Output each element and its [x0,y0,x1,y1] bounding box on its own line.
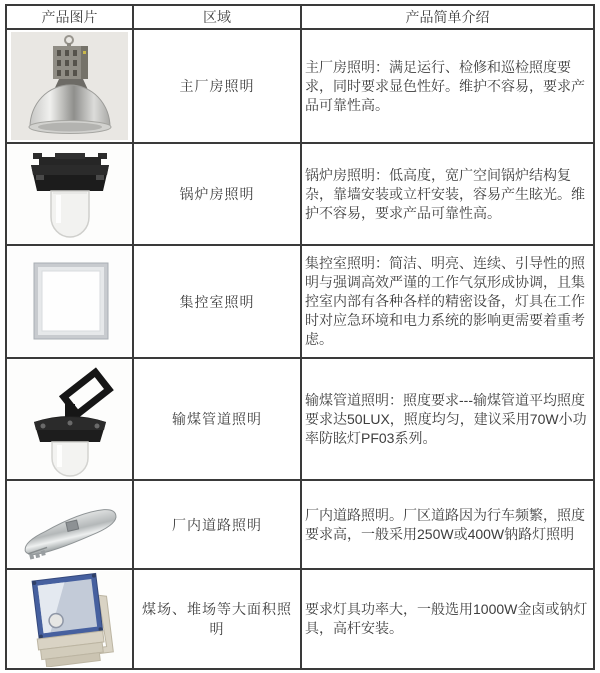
description-text: 输煤管道照明：照度要求---输煤管道平均照度要求达50LUX，照度均匀，建议采用70W小功率防眩灯PF03系列。 [301,358,594,480]
header-area: 区域 [133,5,301,29]
product-image-cell [6,143,133,245]
table-row [6,480,594,569]
table-row [6,569,594,669]
high-bay-dome-lamp-image [9,32,130,140]
description-text: 厂内道路照明。厂区道路因为行车频繁，照度要求高，一般采用250W或400W钠路灯照明 [301,480,594,569]
product-image-cell [6,358,133,480]
area-label: 主厂房照明 [133,29,301,143]
header-description: 产品简单介绍 [301,5,594,29]
description-text: 锅炉房照明：低高度，宽广空间锅炉结构复杂，靠墙安装或立杆安装，容易产生眩光。维护不容易，要求产品可靠性高。 [301,143,594,245]
area-label: 输煤管道照明 [133,358,301,480]
area-label: 锅炉房照明 [133,143,301,245]
table-row [6,143,594,245]
square-panel-light-image [9,247,130,356]
description-text: 要求灯具功率大，一般选用1000W金卤或钠灯具，高杆安装。 [301,569,594,669]
table-row [6,358,594,480]
floodlight-projector-image [9,571,130,667]
area-label: 集控室照明 [133,245,301,358]
street-road-lamp-image [9,482,130,567]
bracket-antiglare-lamp-image [9,360,130,478]
area-label: 煤场、堆场等大面积照明 [133,569,301,669]
description-text: 集控室照明：简洁、明亮、连续、引导性的照明与强调高效严谨的工作气氛形成协调，且集控室内部有各种各样的精密设备，灯具在工作时对应急环境和电力系统的影响更需要着重考虑。 [301,245,594,358]
product-image-cell [6,245,133,358]
table-row [6,29,594,143]
description-text: 主厂房照明：满足运行、检修和巡检照度要求，同时要求显色性好。维护不容易，要求产品可靠性高。 [301,29,594,143]
boiler-antiglare-lamp-image [9,145,130,243]
product-image-cell [6,569,133,669]
area-label: 厂内道路照明 [133,480,301,569]
product-image-cell [6,480,133,569]
header-product-image: 产品图片 [6,5,133,29]
product-image-cell [6,29,133,143]
header-row [6,5,594,29]
table-row [6,245,594,358]
product-lighting-table [5,4,595,670]
